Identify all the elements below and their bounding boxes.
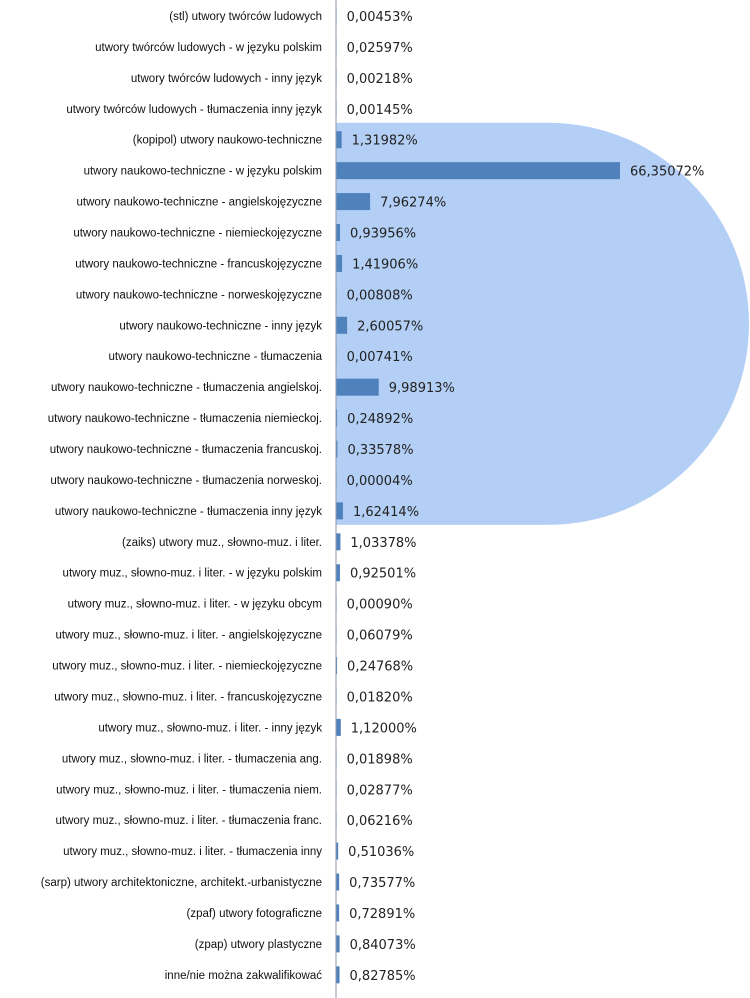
bar — [336, 966, 340, 983]
value-label: 0,82785% — [349, 968, 416, 984]
category-label: utwory muz., słowno-muz. i liter. - niemieckojęzyczne — [52, 660, 322, 673]
category-label: utwory naukowo-techniczne - w języku polskim — [83, 165, 322, 178]
value-label: 0,93956% — [350, 226, 417, 242]
bar — [336, 533, 340, 550]
value-label: 0,02877% — [346, 783, 413, 799]
category-label: utwory muz., słowno-muz. i liter. - tłumaczenia franc. — [55, 815, 322, 828]
category-label: utwory naukowo-techniczne - tłumaczenia niemieckoj. — [47, 413, 322, 426]
bar — [336, 255, 342, 272]
value-label: 66,35072% — [630, 164, 705, 180]
value-label: 0,33578% — [347, 443, 414, 459]
value-label: 0,84073% — [349, 937, 416, 953]
bar — [336, 379, 379, 396]
bar — [336, 502, 343, 519]
value-label: 0,00218% — [346, 71, 413, 87]
value-label: 0,73577% — [349, 876, 416, 892]
value-label: 0,51036% — [348, 845, 415, 861]
bar — [336, 935, 340, 952]
category-label: utwory naukowo-techniczne - tłumaczenia angielskoj. — [50, 382, 322, 395]
value-label: 0,00453% — [346, 10, 413, 25]
category-label: utwory muz., słowno-muz. i liter. - tłumaczenia niem. — [56, 784, 322, 797]
category-label: utwory muz., słowno-muz. i liter. - angielskojęzyczne — [55, 629, 322, 642]
bar — [336, 193, 370, 210]
category-label: utwory muz., słowno-muz. i liter. - tłumaczenia inny — [63, 846, 322, 859]
category-label: utwory naukowo-techniczne - norweskojęzyczne — [75, 289, 322, 302]
category-label: utwory muz., słowno-muz. i liter. - inny język — [98, 722, 322, 735]
value-label: 0,01898% — [346, 752, 413, 768]
category-label: utwory naukowo-techniczne - angielskojęzyczne — [76, 196, 322, 209]
category-label: utwory twórców ludowych - w języku polskim — [95, 41, 322, 54]
value-label: 1,31982% — [351, 133, 418, 149]
value-label: 1,41906% — [352, 257, 419, 273]
value-label: 0,01820% — [346, 690, 413, 706]
category-label: utwory naukowo-techniczne - tłumaczenia francuskoj. — [49, 444, 322, 457]
value-label: 0,00004% — [346, 473, 413, 489]
bar — [336, 162, 620, 179]
value-label: 0,24768% — [347, 659, 414, 675]
category-label: utwory naukowo-techniczne - tłumaczenia norweskoj. — [50, 474, 322, 487]
category-label: utwory naukowo-techniczne - inny język — [119, 320, 322, 333]
category-label: (stl) utwory twórców ludowych — [169, 11, 322, 23]
category-label: utwory twórców ludowych - inny język — [130, 72, 322, 85]
value-label: 0,06216% — [346, 814, 413, 830]
value-label: 0,24892% — [347, 412, 414, 428]
category-label: utwory muz., słowno-muz. i liter. - w języku polskim — [62, 567, 322, 580]
category-label: utwory twórców ludowych - tłumaczenia inny język — [66, 103, 322, 116]
category-label: utwory muz., słowno-muz. i liter. - francuskojęzyczne — [54, 691, 322, 704]
category-label: (kopipol) utwory naukowo-techniczne — [132, 134, 322, 147]
value-label: 0,00145% — [346, 102, 413, 118]
bar — [336, 224, 340, 241]
value-label: 1,12000% — [350, 721, 417, 737]
category-label: inne/nie można zakwalifikować — [164, 969, 322, 982]
value-label: 0,00741% — [346, 350, 413, 366]
category-label: utwory naukowo-techniczne - francuskojęzyczne — [75, 258, 322, 271]
value-label: 7,96274% — [380, 195, 447, 211]
value-label: 1,03378% — [350, 535, 417, 551]
category-label: utwory naukowo-techniczne - tłumaczenia — [108, 351, 322, 364]
category-label: utwory naukowo-techniczne - tłumaczenia inny język — [54, 505, 322, 518]
value-label: 0,00808% — [346, 288, 413, 304]
value-label: 0,00090% — [346, 597, 413, 613]
category-label: utwory muz., słowno-muz. i liter. - tłumaczenia ang. — [61, 753, 322, 766]
value-label: 0,92501% — [349, 566, 417, 582]
bar — [336, 317, 347, 334]
value-label: 0,72891% — [349, 906, 416, 922]
bar — [336, 719, 341, 736]
value-label: 0,02597% — [346, 40, 413, 56]
value-label: 0,06079% — [346, 628, 413, 644]
category-label: (zpap) utwory plastyczne — [194, 938, 322, 951]
category-label: utwory muz., słowno-muz. i liter. - w języku obcym — [67, 598, 322, 611]
bar — [336, 131, 342, 148]
category-label: (zpaf) utwory fotograficzne — [186, 907, 322, 920]
bar — [336, 564, 340, 581]
value-label: 1,62414% — [352, 504, 420, 520]
value-label: 2,60057% — [357, 319, 424, 335]
category-labels — [41, 11, 323, 982]
category-label: (sarp) utwory architektoniczne, architekt.-urbanistyczne — [40, 877, 322, 890]
value-label: 9,98913% — [388, 381, 455, 397]
category-label: utwory naukowo-techniczne - niemieckojęzyczne — [73, 227, 322, 240]
category-label: (zaiks) utwory muz., słowno-muz. i liter. — [121, 536, 322, 549]
